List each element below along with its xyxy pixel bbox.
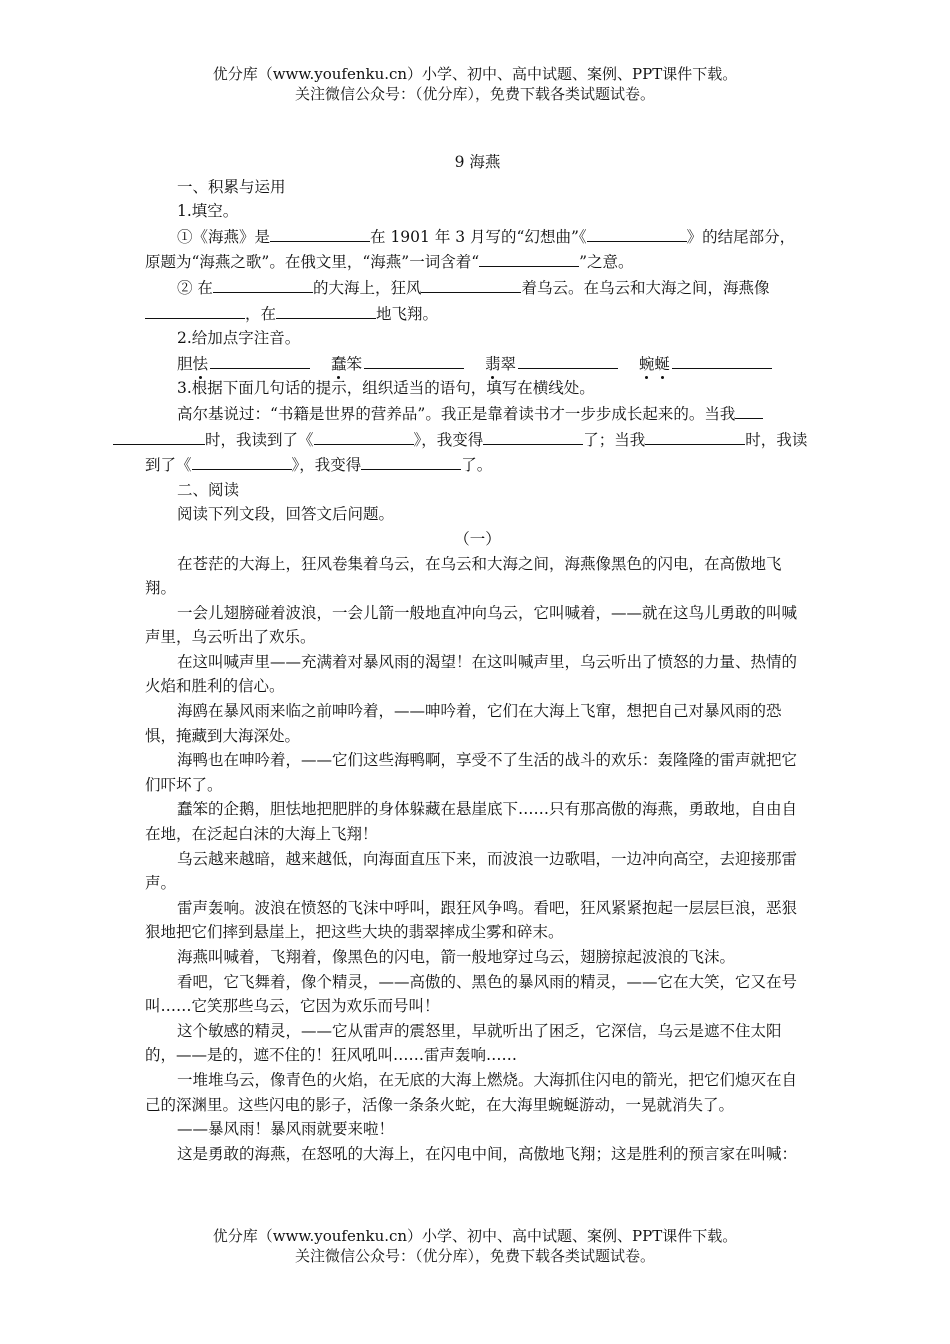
question-3-body xyxy=(145,401,810,478)
header-line-2: 关注微信公众号：（优分库），免费下载各类试题试卷。 xyxy=(294,85,655,103)
term-chunben xyxy=(331,355,362,373)
reading-paragraph: 雷声轰响。波浪在愤怒的飞沫中呼叫，跟狂风争鸣。看吧，狂风紧紧抱起一层层巨浪，恶狠狠地把它们摔到悬崖上，把这些大块的翡翠摔成尘雾和碎末。 xyxy=(145,898,798,942)
term-char: 翠 xyxy=(500,354,516,373)
q3-text-4: 了；当我 xyxy=(583,430,646,449)
q1-item2-text-5: 地飞翔。 xyxy=(376,304,439,323)
q3-text-5: 时， xyxy=(745,430,777,449)
question-1-item-2 xyxy=(145,275,810,326)
reading-paragraph: 一会儿翅膀碰着波浪，一会儿箭一般地直冲向乌云，它叫喊着，——就在这鸟儿勇敢的叫喊声里，乌云听出了欢乐。 xyxy=(145,603,798,647)
reading-instruction: 阅读下列文段，回答文后问题。 xyxy=(177,505,395,524)
q3-text-6: 我读到了《 xyxy=(145,430,808,475)
q1-item1-text-1: ①《海燕》是 xyxy=(177,227,271,246)
document-body xyxy=(145,150,810,1166)
answer-blank[interactable] xyxy=(735,401,763,419)
reading-paragraph: 蠢笨的企鹅，胆怯地把肥胖的身体躲藏在悬崖底下……只有那高傲的海燕，勇敢地，自由自在地，在泛起白沫的大海上飞翔！ xyxy=(145,800,798,844)
q1-item2-text-4: ，在 xyxy=(245,304,277,323)
reading-paragraph: 一堆堆乌云，像青色的火焰，在无底的大海上燃烧。大海抓住闪电的箭光，把它们熄灭在自己的深渊里。这些闪电的影子，活像一条条火蛇，在大海里蜿蜒游动，一晃就消失了。 xyxy=(145,1070,798,1114)
page-footer xyxy=(0,1226,950,1266)
header-line-1: 优分库（www.youfenku.cn）小学、初中、高中试题、案例、PPT课件下载。 xyxy=(212,65,738,83)
answer-blank[interactable] xyxy=(361,452,461,470)
page-header xyxy=(0,64,950,104)
footer-line-1: 优分库（www.youfenku.cn）小学、初中、高中试题、案例、PPT课件下载。 xyxy=(212,1227,738,1245)
q1-item2-text-3: 着乌云。在乌云和大海之间，海燕像 xyxy=(521,278,770,297)
q3-text-1: 高尔基说过：“书籍是世界的营养品”。我正是靠着读书才一步步成长起来的。当我 xyxy=(177,404,736,423)
answer-blank[interactable] xyxy=(479,249,579,267)
answer-blank[interactable] xyxy=(192,452,292,470)
reading-paragraph: 在苍茫的大海上，狂风卷集着乌云，在乌云和大海之间，海燕像黑色的闪电，在高傲地飞翔。 xyxy=(145,554,782,598)
reading-paragraph: 乌云越来越暗，越来越低，向海面直压下来，而波浪一边歌唱，一边冲向高空，去迎接那雷声。 xyxy=(145,849,798,893)
answer-blank[interactable] xyxy=(364,351,464,369)
answer-blank[interactable] xyxy=(672,351,772,369)
q3-text-8: 了。 xyxy=(461,456,493,475)
question-3-label: 3.根据下面几句话的提示，组织适当的语句，填写在横线处。 xyxy=(177,379,595,398)
question-1-label: 1.填空。 xyxy=(177,202,239,221)
section-heading-1: 一、积累与运用 xyxy=(177,177,286,196)
question-1-item-1 xyxy=(145,224,810,275)
reading-paragraph: 在这叫喊声里——充满着对暴风雨的渴望！在这叫喊声里，乌云听出了愤怒的力量、热情的火焰和胜利的信心。 xyxy=(145,652,798,696)
answer-blank[interactable] xyxy=(276,301,376,319)
term-char: 笨 xyxy=(346,354,362,373)
q3-text-2: 时，我读到了《 xyxy=(205,430,314,449)
answer-blank[interactable] xyxy=(421,275,521,293)
reading-paragraph: ——暴风雨！暴风雨就要来啦！ xyxy=(177,1120,395,1139)
q1-item2-text-2: 的大海上，狂风 xyxy=(312,278,422,297)
answer-blank[interactable] xyxy=(587,224,687,242)
answer-blank[interactable] xyxy=(113,427,205,445)
reading-paragraph: 海鸭也在呻吟着，——它们这些海鸭啊，享受不了生活的战斗的欢乐：轰隆隆的雷声就把它们吓坏了。 xyxy=(145,751,798,794)
q1-item2-text-1: ② 在 xyxy=(177,278,213,297)
page-title: 9 海燕 xyxy=(454,153,501,171)
answer-blank[interactable] xyxy=(270,224,370,242)
footer-line-2: 关注微信公众号：（优分库），免费下载各类试题试卷。 xyxy=(294,1247,655,1265)
question-2-terms xyxy=(145,351,810,377)
q1-item1-text-5: ”之意。 xyxy=(579,253,634,272)
dotted-char: 蜒 xyxy=(654,354,670,373)
term-feicui xyxy=(485,355,516,373)
q3-text-7: 》，我变得 xyxy=(291,456,362,475)
answer-blank[interactable] xyxy=(210,351,310,369)
answer-blank[interactable] xyxy=(483,427,583,445)
answer-blank[interactable] xyxy=(213,275,313,293)
dotted-char: 蜿 xyxy=(638,354,655,373)
reading-part-label: （一） xyxy=(454,529,501,548)
reading-paragraph: 看吧，它飞舞着，像个精灵，——高傲的、黑色的暴风雨的精灵，——它在大笑，它又在号叫……它笑那些乌云，它因为欢乐而号叫！ xyxy=(145,972,798,1016)
q1-item1-text-3: 》的结尾部分， xyxy=(686,227,796,246)
term-char: 胆 xyxy=(177,354,193,373)
reading-paragraph: 海鸥在暴风雨来临之前呻吟着，——呻吟着，它们在大海上飞窜，想把自己对暴风雨的恐惧，掩藏到大海深处。 xyxy=(145,702,782,745)
q1-item1-text-4: 原题为“海燕之歌”。在俄文里，“海燕”一词含着“ xyxy=(145,253,480,272)
answer-blank[interactable] xyxy=(314,427,414,445)
answer-blank[interactable] xyxy=(645,427,745,445)
reading-paragraph: 海燕叫喊着，飞翔着，像黑色的闪电，箭一般地穿过乌云，翅膀掠起波浪的飞沫。 xyxy=(177,948,736,966)
term-danqie xyxy=(177,355,208,373)
answer-blank[interactable] xyxy=(518,351,618,369)
reading-paragraph: 这是勇敢的海燕，在怒吼的大海上，在闪电中间，高傲地飞翔；这是胜利的预言家在叫喊： xyxy=(177,1144,798,1163)
dotted-char: 翡 xyxy=(484,354,501,373)
q3-text-3: 》，我变得 xyxy=(413,430,484,449)
section-heading-2: 二、阅读 xyxy=(177,480,240,499)
dotted-char: 怯 xyxy=(192,354,209,373)
reading-paragraph: 这个敏感的精灵，——它从雷声的震怒里，早就听出了困乏，它深信，乌云是遮不住太阳的，——是的，遮不住的！狂风吼叫……雷声轰响…… xyxy=(145,1021,782,1065)
dotted-char: 蠢 xyxy=(330,354,347,373)
q1-item1-text-2: 在 1901 年 3 月写的“幻想曲”《 xyxy=(370,227,587,246)
answer-blank[interactable] xyxy=(145,301,245,319)
term-wanyan xyxy=(639,355,670,373)
question-2-label: 2.给加点字注音。 xyxy=(177,329,301,348)
